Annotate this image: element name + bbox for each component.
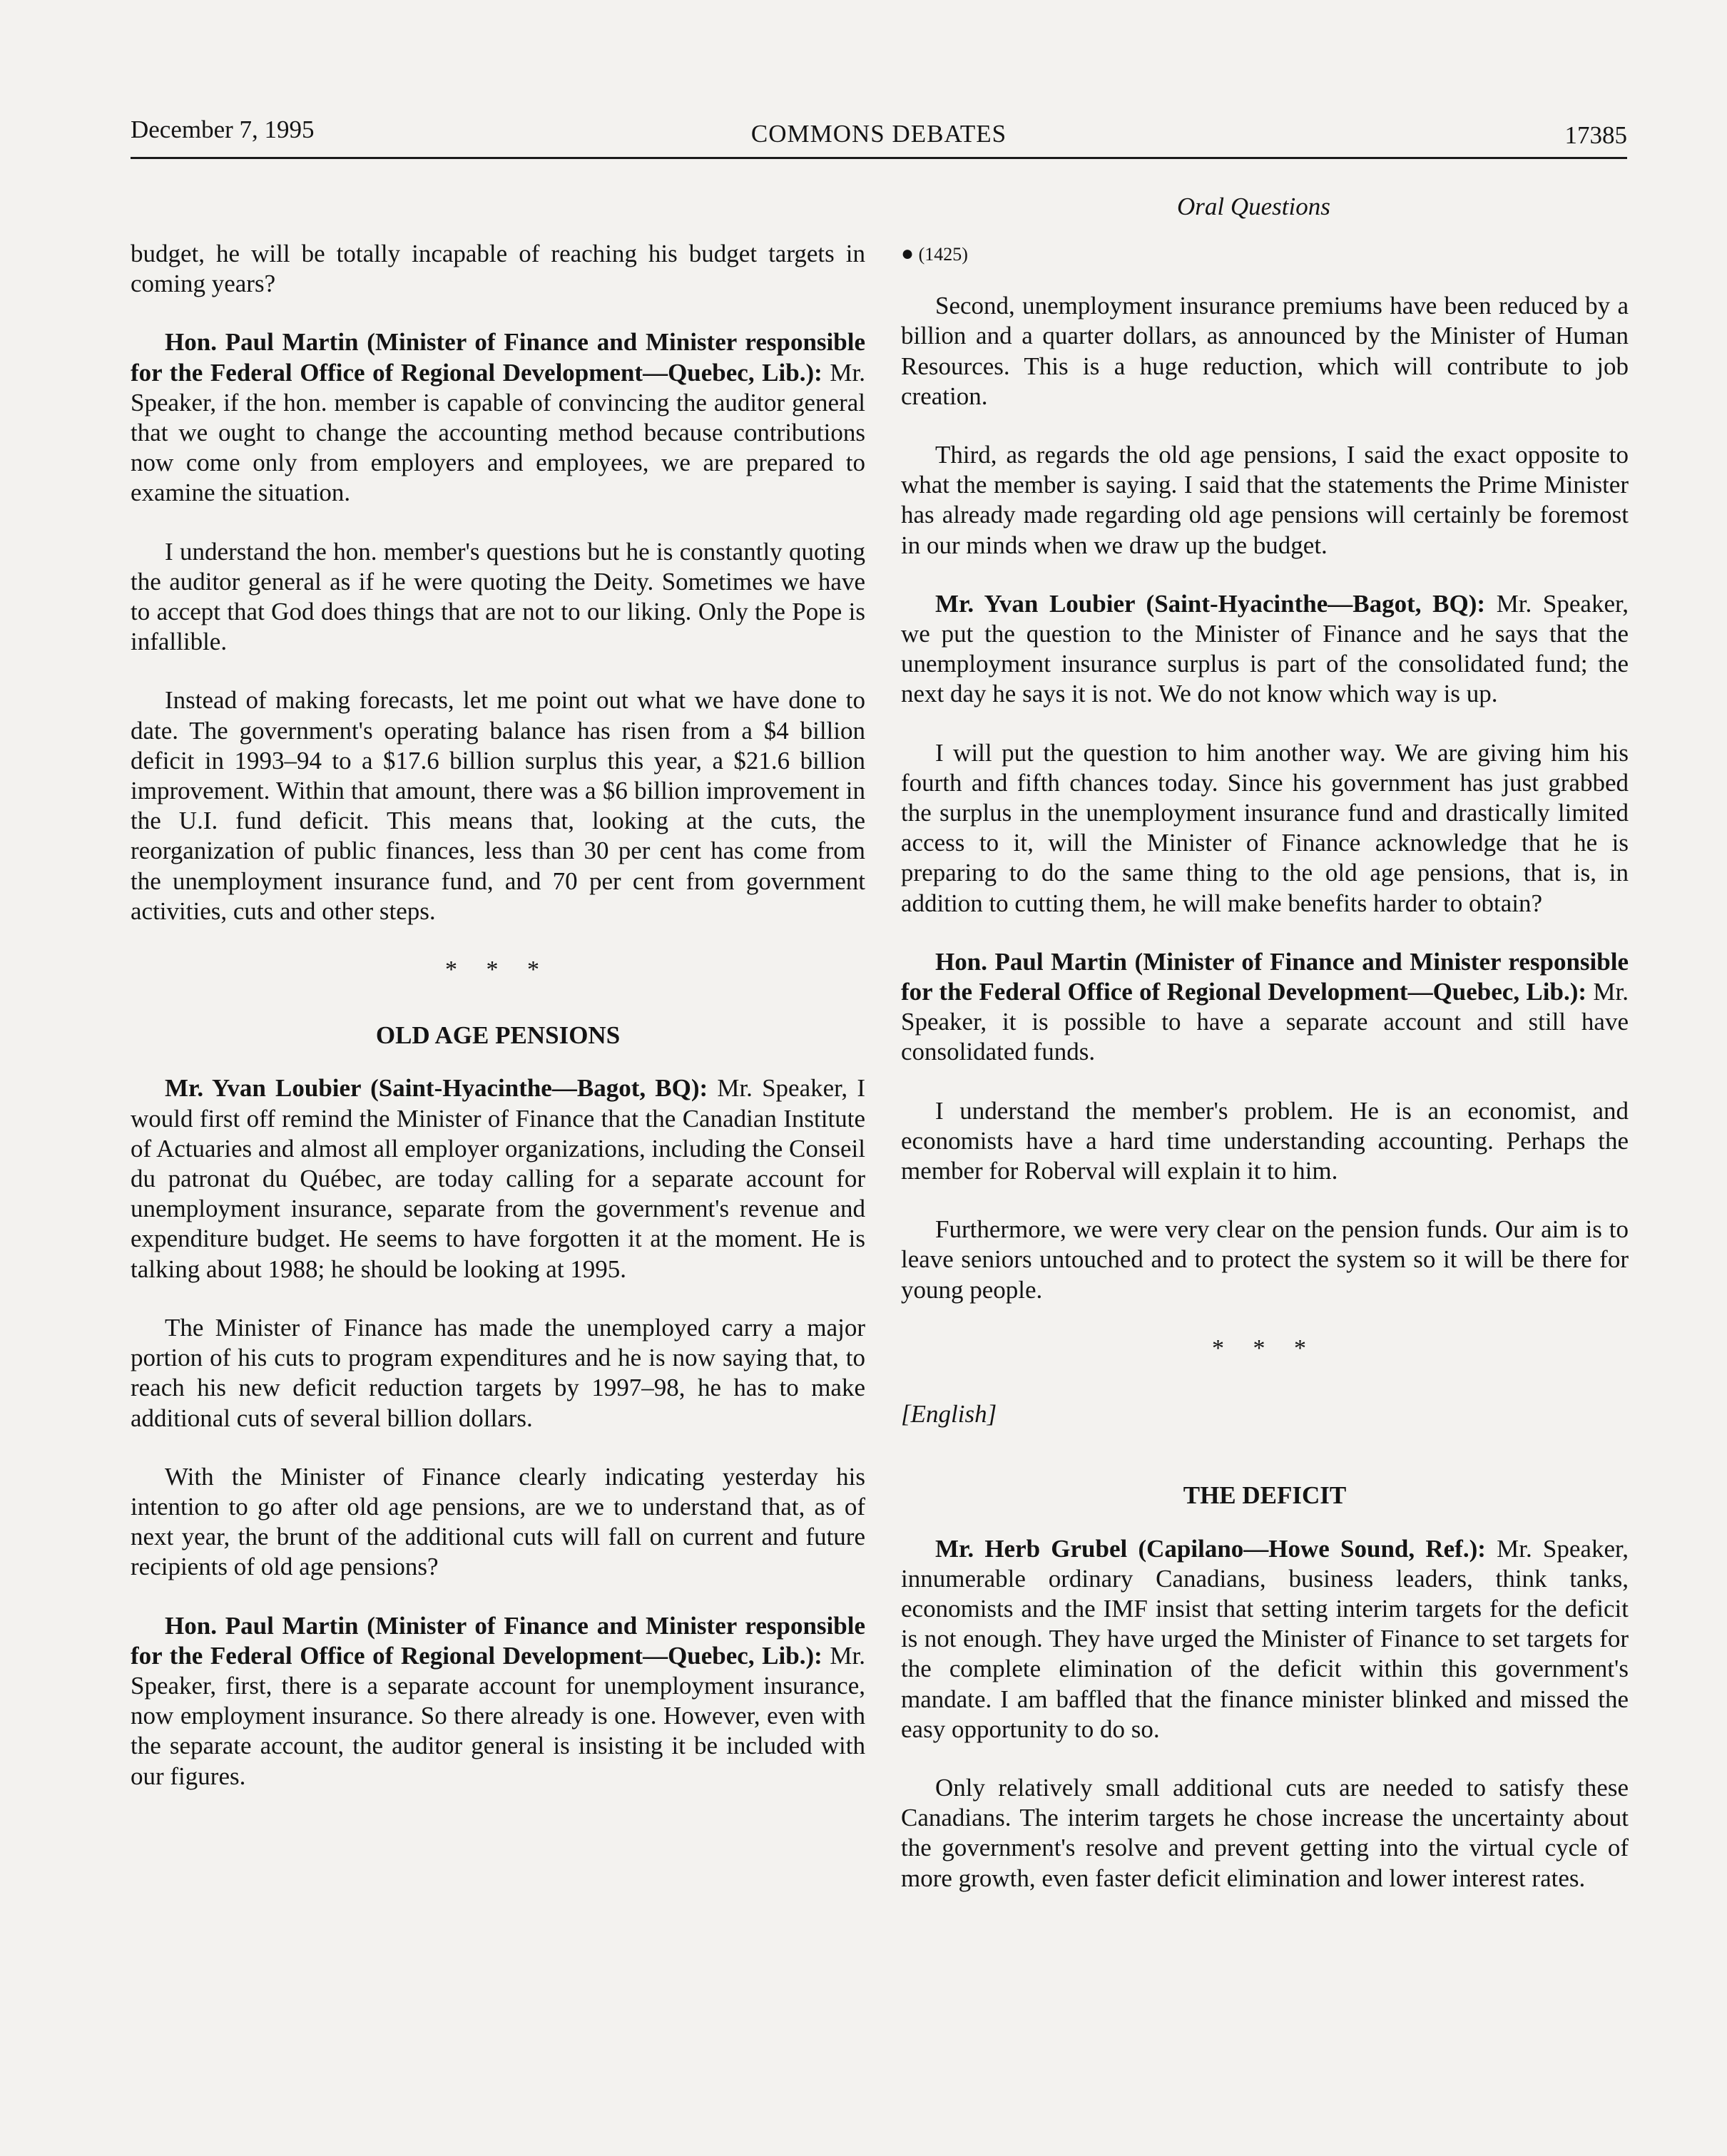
language-note: [English] xyxy=(901,1400,997,1429)
paragraph xyxy=(901,1534,1629,1744)
paragraph: Instead of making forecasts, let me point out what we have done to date. The government's operating balance has risen from a $4 billion deficit in 1993–94 to a $17.6 billion surplus this year, a $21.6 billion improvement. Within that amount, there was a $6 billion improvement in the U.I. fund deficit. This means that, looking at the cuts, the reorganization of public finances, less than 30 per cent has come from the unemployment insurance fund, and 70 per cent from government activities, cuts and other steps. xyxy=(131,686,865,925)
speech-text: Mr. Speaker, I would first off remind the Minister of Finance that the Canadian Institute of Actuaries and almost all employer organizations, including the Conseil du patronat du Québec, are today calling for a separate account for unemployment insurance, separate from the government's revenue and expenditure budget. He seems to have forgotten it at the moment. He is talking about 1988; he should be looking at 1995. xyxy=(131,1074,865,1283)
paragraph: I will put the question to him another way. We are giving him his fourth and fifth chances today. Since his government has just grabbed the surplus in the unemployment insurance fund and drastically limited access to it, will the Minister of Finance acknowledge that he is preparing to do the same thing to the old age pensions, that is, in addition to cutting them, he will make benefits harder to obtain? xyxy=(901,738,1629,917)
paragraph xyxy=(901,947,1629,1068)
speaker-name: Mr. Yvan Loubier (Saint-Hyacinthe—Bagot, BQ): xyxy=(935,589,1486,618)
speech-text: Mr. Speaker, it is possible to have a separate account and still have consolidated funds. xyxy=(901,978,1629,1066)
speech-text: Mr. Speaker, if the hon. member is capable of convincing the auditor general that we ought to change the accounting method because contributions now come only from employers and employees, we are prepared to examine the situation. xyxy=(131,358,865,507)
speaker-name: Hon. Paul Martin (Minister of Finance and Minister responsible for the Federal Office of Regional Development—Quebec, Lib.): xyxy=(901,947,1629,1006)
right-column xyxy=(901,239,1629,1922)
paragraph: budget, he will be totally incapable of reaching his budget targets in coming years? xyxy=(131,240,865,298)
section-divider: * * * xyxy=(1212,1334,1318,1361)
paragraph: The Minister of Finance has made the unemployed carry a major portion of his cuts to program expenditures and he is now saying that, to reach his new deficit reduction targets by 1997–98, he has to make additional cuts of several billion dollars. xyxy=(131,1313,865,1432)
paragraph xyxy=(131,1073,865,1284)
timestamp xyxy=(901,239,1629,270)
page-number: 17385 xyxy=(1564,121,1627,149)
timestamp-text: (1425) xyxy=(918,244,968,265)
header-date: December 7, 1995 xyxy=(131,116,315,143)
section-divider: * * * xyxy=(445,956,551,984)
speech-text: Mr. Speaker, innumerable ordinary Canadians, business leaders, think tanks, economists and the IMF insist that setting interim targets for the deficit is not enough. They have urged the Minister of Finance to set targets for the complete elimination of the deficit within this government's mandate. I am baffled that the finance minister blinked and missed the easy opportunity to do so. xyxy=(901,1534,1629,1743)
header-title: COMMONS DEBATES xyxy=(750,120,1007,148)
paragraph: I understand the member's problem. He is an economist, and economists have a hard time understanding accounting. Perhaps the member for Roberval will explain it to him. xyxy=(901,1096,1629,1185)
bullet-icon: ● xyxy=(901,242,915,265)
paragraph xyxy=(131,1611,865,1792)
section-heading: OLD AGE PENSIONS xyxy=(375,1021,621,1050)
speaker-name: Mr. Herb Grubel (Capilano—Howe Sound, Ref.): xyxy=(935,1534,1486,1563)
paragraph: Second, unemployment insurance premiums have been reduced by a billion and a quarter dollars, as announced by the Minister of Human Resources. This is a huge reduction, which will contribute to job creation. xyxy=(901,292,1629,410)
section-label: Oral Questions xyxy=(1177,193,1330,220)
paragraph xyxy=(131,327,865,508)
paragraph: Third, as regards the old age pensions, I said the exact opposite to what the member is saying. I said that the statements the Prime Minister has already made regarding old age pensions will certainly be foremost in our minds when we draw up the budget. xyxy=(901,441,1629,559)
paragraph: Furthermore, we were very clear on the pension funds. Our aim is to leave seniors untouched and to protect the system so it will be there for young people. xyxy=(901,1215,1629,1304)
paragraph xyxy=(901,589,1629,710)
left-column xyxy=(131,239,865,1820)
section-heading: THE DEFICIT xyxy=(1183,1481,1347,1510)
paragraph: With the Minister of Finance clearly indicating yesterday his intention to go after old age pensions, are we to understand that, as of next year, the brunt of the additional cuts will fall on current and future recipients of old age pensions? xyxy=(131,1462,865,1581)
speech-text: Mr. Speaker, first, there is a separate account for unemployment insurance, now employment insurance. So there already is one. However, even with the separate account, the auditor general is insisting it be included with our figures. xyxy=(131,1641,865,1790)
paragraph: Only relatively small additional cuts are needed to satisfy these Canadians. The interim targets he chose increase the uncertainty about the government's resolve and prevent getting into the virtual cycle of more growth, even faster deficit elimination and lower interest rates. xyxy=(901,1773,1629,1892)
speech-text: Mr. Speaker, we put the question to the Minister of Finance and he says that the unemployment insurance surplus is part of the consolidated fund; the next day he says it is not. We do not know which way is up. xyxy=(901,589,1629,708)
speaker-name: Hon. Paul Martin (Minister of Finance and Minister responsible for the Federal Office of Regional Development—Quebec, Lib.): xyxy=(131,328,865,387)
running-header xyxy=(131,107,1627,159)
speaker-name: Hon. Paul Martin (Minister of Finance and Minister responsible for the Federal Office of Regional Development—Quebec, Lib.): xyxy=(131,1611,865,1670)
speaker-name: Mr. Yvan Loubier (Saint-Hyacinthe—Bagot, BQ): xyxy=(165,1074,708,1103)
paragraph: I understand the hon. member's questions but he is constantly quoting the auditor general as if he were quoting the Deity. Sometimes we have to accept that God does things that are not to our liking. Only the Pope is infallible. xyxy=(131,537,865,656)
